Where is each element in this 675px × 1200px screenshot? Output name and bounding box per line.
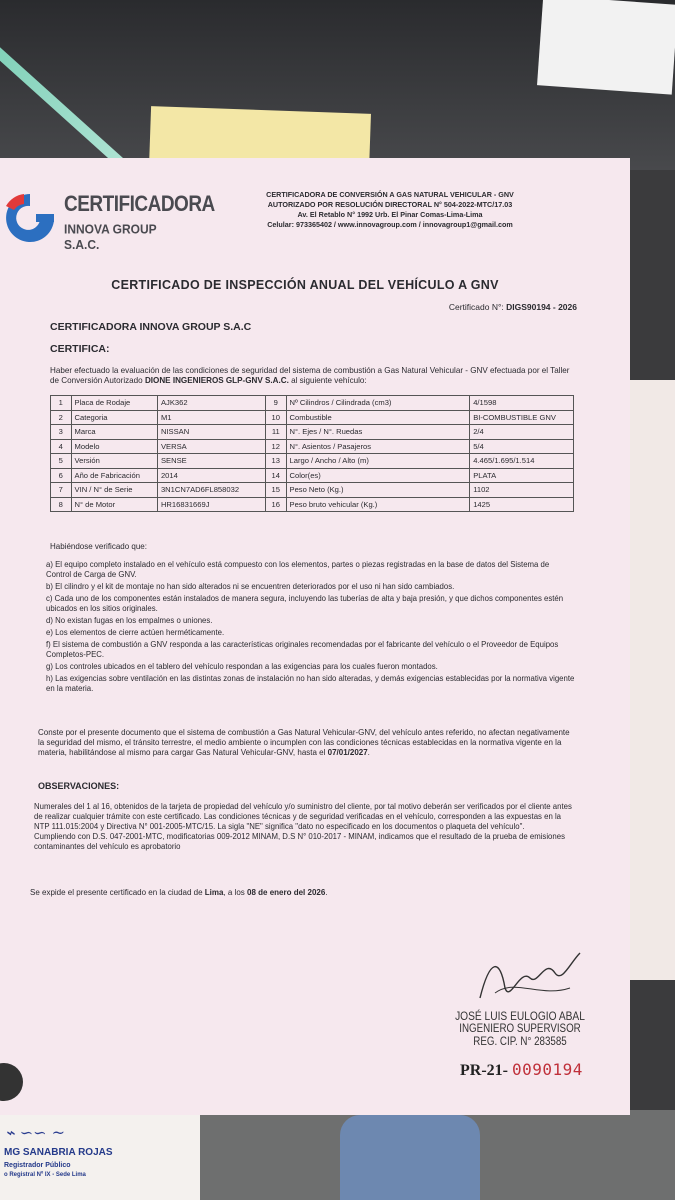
registrar-office: o Registral Nº IX - Sede Lima	[4, 1172, 86, 1178]
background-person	[340, 1115, 480, 1200]
row-number: 12	[266, 439, 287, 454]
list-item: c) Cada uno de los componentes están instalados de manera segura, incluyendo las tuberías de alta y baja presión, y que dichos componentes estén ubicados en los sitios originales.	[46, 594, 564, 613]
signer-name: JOSÉ LUIS EULOGIO ABAL	[455, 1009, 585, 1023]
observaciones-p1: Numerales del 1 al 16, obtenidos de la tarjeta de propiedad del vehículo y/o suministro del cliente, por tal motivo deberán ser verificados por el cliente antes de realizar cualquier trámite con este certificado. Las condiciones técnicas y de seguridad verificadas en el vehículo, corresponden a las expuestas en la NTP 111.015:2004 y Directiva N° 001-2005-MTC/15. La sigla "NE" significa "dato no especificado en los documentos o plaqueta del vehículo".	[34, 802, 572, 831]
certifica-heading: CERTIFICA:	[50, 343, 110, 355]
table-row	[51, 410, 574, 425]
table-row	[51, 439, 574, 454]
field-label: N° de Motor	[71, 497, 157, 512]
table-row	[51, 425, 574, 440]
logo-subtitle: INNOVA GROUP S.A.C.	[64, 221, 157, 253]
certificate-number-label: Certificado N°:	[448, 302, 504, 312]
field-value: 2014	[157, 468, 265, 483]
observaciones-p2: Cumpliendo con D.S. 047-2001-MTC, modificatorias 009-2012 MINAM, D.S N° 010-2017 - MINAM, indicamos que el resultado de la prueba de emisiones contaminantes del vehículo es aprobatorio	[34, 832, 565, 851]
field-label: Largo / Ancho / Alto (m)	[286, 454, 470, 469]
field-label: Color(es)	[286, 468, 470, 483]
verification-list	[46, 560, 576, 696]
observaciones-heading: OBSERVACIONES:	[38, 781, 120, 791]
list-item: f) El sistema de combustión a GNV responda a las características originales recomendadas por el fabricante del vehículo o el Proveedor de Equipos Completos-PEC.	[46, 640, 559, 659]
bottom-registry-stamp	[0, 1115, 200, 1200]
signer-registration: REG. CIP. N° 283585	[473, 1036, 567, 1048]
observaciones-text	[34, 802, 574, 852]
row-number: 13	[266, 454, 287, 469]
punch-hole	[0, 1063, 23, 1101]
field-value: 3N1CN7AD6FL858032	[157, 483, 265, 498]
field-label: Marca	[71, 425, 157, 440]
header-line-1: CERTIFICADORA DE CONVERSIÓN A GAS NATURAL VEHICULAR - GNV	[266, 190, 514, 199]
field-label: Nº Cilindros / Cilindrada (cm3)	[286, 396, 470, 411]
intro-text-b: al siguiente vehículo:	[288, 376, 367, 385]
company-logo	[0, 188, 215, 253]
field-label: VIN / N° de Serie	[71, 483, 157, 498]
field-label: N°. Ejes / N°. Ruedas	[286, 425, 470, 440]
serial-number	[460, 1060, 583, 1080]
intro-text-a: Haber efectuado la evaluación de las condiciones de seguridad del sistema de combustión a Gas Natural Vehicular - GNV efectuada por el Taller de Conversión Autorizado	[50, 366, 570, 385]
field-value: 4/1598	[470, 396, 574, 411]
field-label: Año de Fabricación	[71, 468, 157, 483]
field-value: AJK362	[157, 396, 265, 411]
intro-paragraph	[50, 366, 580, 386]
row-number: 14	[266, 468, 287, 483]
consta-end: .	[367, 748, 370, 757]
document-title: CERTIFICADO DE INSPECCIÓN ANUAL DEL VEHÍCULO A GNV	[111, 278, 499, 292]
issued-end: .	[325, 888, 328, 897]
header-info	[230, 190, 550, 230]
row-number: 2	[51, 410, 72, 425]
table-row	[51, 483, 574, 498]
list-item: g) Los controles ubicados en el tablero del vehículo respondan a las exigencias para los cuales fueron montados.	[46, 662, 438, 671]
certificate-number	[300, 302, 577, 312]
field-value: PLATA	[470, 468, 574, 483]
certificate-sheet	[0, 158, 630, 1115]
field-value: 5/4	[470, 439, 574, 454]
row-number: 4	[51, 439, 72, 454]
consta-text: Conste por el presente documento que el sistema de combustión a Gas Natural Vehicular-GNV, del vehículo antes referido, no afectan negativamente la seguridad del mismo, el tránsito terrestre, el medio ambiente o incumplen con las condiciones técnicas establecidas en la normativa vigente en la materia, habilitándose al mismo para cargar Gas Natural Vehicular-GNV, hasta el	[38, 728, 570, 757]
workshop-name: DIONE INGENIEROS GLP-GNV S.A.C.	[144, 376, 289, 385]
header-line-2: AUTORIZADO POR RESOLUCIÓN DIRECTORAL N° 504-2022-MTC/17.03	[267, 200, 513, 209]
field-value: 4.465/1.695/1.514	[470, 454, 574, 469]
registrar-name: MG SANABRIA ROJAS	[4, 1147, 113, 1158]
field-label: Versión	[71, 454, 157, 469]
table-row	[51, 468, 574, 483]
field-value: 1102	[470, 483, 574, 498]
table-row	[51, 396, 574, 411]
signer-role: INGENIERO SUPERVISOR	[459, 1023, 581, 1035]
certificate-number-value: DIGS90194 - 2026	[506, 302, 577, 312]
field-value: VERSA	[157, 439, 265, 454]
row-number: 9	[266, 396, 287, 411]
field-label: Placa de Rodaje	[71, 396, 157, 411]
company-name: CERTIFICADORA INNOVA GROUP S.A.C	[50, 321, 252, 333]
serial-prefix: PR-21-	[460, 1062, 508, 1079]
issued-city: Lima	[204, 888, 224, 897]
issued-prefix: Se expide el presente certificado en la ciudad de	[30, 888, 205, 897]
list-item: a) El equipo completo instalado en el vehículo está compuesto con los elementos, partes o piezas registradas en la base de datos del Sistema de Control de Carga de GNV.	[46, 560, 550, 579]
header-line-4: Celular: 973365402 / www.innovagroup.com / innovagroup1@gmail.com	[267, 220, 513, 229]
field-value: HR16831669J	[157, 497, 265, 512]
list-item: e) Los elementos de cierre actúen herméticamente.	[46, 628, 225, 637]
list-item: h) Las exigencias sobre ventilación en las distintas zonas de instalación no han sido alteradas, y demás exigencias establecidas por la normativa vigente en la materia.	[46, 674, 575, 693]
registrar-title: Registrador Público	[4, 1162, 71, 1169]
field-label: Categoria	[71, 410, 157, 425]
verification-heading: Habiéndose verificado que:	[50, 542, 147, 551]
serial-value: 0090194	[511, 1060, 583, 1079]
list-item: b) El cilindro y el kit de montaje no han sido alterados ni se encuentren deteriorados por el uso ni han sido cambiados.	[46, 582, 455, 591]
field-label: Peso bruto vehicular (Kg.)	[286, 497, 470, 512]
issued-middle: , a los	[223, 888, 248, 897]
bottom-signature-scribble: ⌁ ∽∽ ~	[5, 1123, 66, 1142]
vehicle-table	[50, 395, 574, 512]
signature-stamp	[452, 1010, 588, 1049]
field-value: SENSE	[157, 454, 265, 469]
logo-title: CERTIFICADORA	[64, 192, 215, 217]
field-label: Peso Neto (Kg.)	[286, 483, 470, 498]
field-value: BI-COMBUSTIBLE GNV	[470, 410, 574, 425]
list-item: d) No existan fugas en los empalmes o uniones.	[46, 616, 213, 625]
consta-paragraph	[38, 728, 578, 758]
header-line-3: Av. El Retablo N° 1992 Urb. El Pinar Comas-Lima-Lima	[297, 210, 483, 219]
table-row	[51, 497, 574, 512]
row-number: 16	[266, 497, 287, 512]
row-number: 1	[51, 396, 72, 411]
row-number: 7	[51, 483, 72, 498]
field-value: 1425	[470, 497, 574, 512]
table-row	[51, 454, 574, 469]
innova-logo-icon	[0, 188, 62, 248]
issued-date: 08 de enero del 2026	[247, 888, 326, 897]
field-label: Modelo	[71, 439, 157, 454]
valid-until-date: 07/01/2027	[327, 748, 368, 757]
row-number: 10	[266, 410, 287, 425]
signature-scribble-icon	[470, 948, 590, 1008]
field-value: NISSAN	[157, 425, 265, 440]
row-number: 11	[266, 425, 287, 440]
field-value: 2/4	[470, 425, 574, 440]
field-label: N°. Asientos / Pasajeros	[286, 439, 470, 454]
row-number: 5	[51, 454, 72, 469]
row-number: 15	[266, 483, 287, 498]
row-number: 3	[51, 425, 72, 440]
row-number: 6	[51, 468, 72, 483]
issued-statement	[30, 888, 570, 897]
field-value: M1	[157, 410, 265, 425]
row-number: 8	[51, 497, 72, 512]
field-label: Combustible	[286, 410, 470, 425]
background-paper	[537, 0, 675, 95]
